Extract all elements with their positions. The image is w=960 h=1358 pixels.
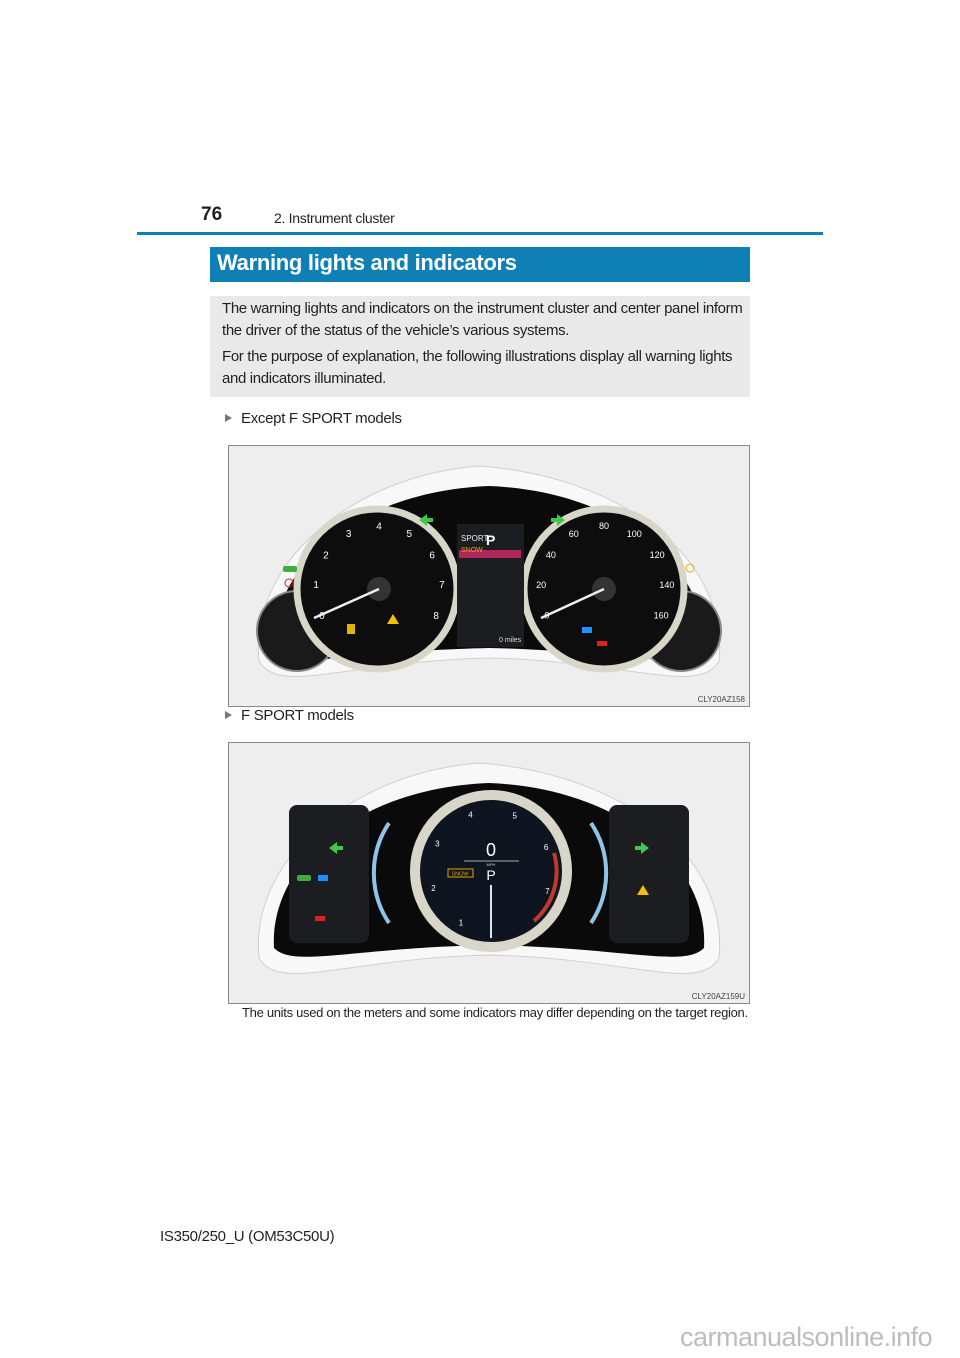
intro-paragraph-1: The warning lights and indicators on the instrument cluster and center panel inform the driver of the status of the vehicle’s various systems. [222, 300, 743, 339]
tachometer-label: 8 [433, 610, 439, 622]
cluster-illustration-f-sport [228, 742, 750, 1004]
tachometer-label: 7 [439, 580, 445, 592]
header-rule [137, 232, 823, 235]
tachometer-label: 4 [468, 810, 473, 820]
figure-code: CLY20AZ159U [691, 992, 745, 1001]
tachometer-label: 5 [512, 811, 517, 821]
speedometer-label: 100 [626, 528, 642, 539]
figure-1-label-text: Except F SPORT models [241, 410, 402, 427]
high-beam-icon [582, 627, 592, 633]
section-title: 2. Instrument cluster [274, 210, 395, 226]
page-title: Warning lights and indicators [217, 250, 517, 275]
speedometer-label: 120 [649, 550, 665, 561]
units-note: The units used on the meters and some indicators may differ depending on the target region. [242, 1005, 748, 1020]
cluster-standard-svg [229, 446, 749, 706]
display-gear: P [486, 532, 496, 548]
display-gear: P [486, 867, 496, 883]
speedometer-label: 160 [653, 610, 669, 621]
display-speed: 0 [485, 840, 497, 860]
figure-2-label [225, 707, 354, 724]
display-odometer: 0 miles [499, 637, 522, 644]
tachometer-label: 1 [458, 918, 464, 928]
display-mode-snow: SNOW [461, 547, 483, 554]
speedometer-label: 140 [659, 579, 675, 590]
tachometer-label: 1 [313, 580, 319, 592]
tachometer-label: 2 [431, 883, 436, 893]
intro-paragraph-2: For the purpose of explanation, the following illustrations display all warning lights and indicators illuminated. [222, 348, 733, 387]
battery-icon [597, 641, 607, 646]
tachometer-label: 3 [345, 529, 352, 541]
display-speed-unit: MPH [486, 862, 496, 867]
eco-indicator-icon [297, 875, 311, 881]
tachometer-label: 0 [319, 610, 325, 622]
display-mode-snow: SNOW [451, 871, 469, 878]
tachometer-label: 3 [435, 839, 440, 849]
tachometer-label: 4 [376, 521, 382, 533]
triangle-bullet-icon [225, 414, 232, 422]
eco-indicator-icon [283, 566, 297, 572]
battery-icon [315, 916, 325, 921]
cluster-f-sport-svg [229, 743, 749, 1003]
speedometer-label: 0 [544, 610, 550, 621]
speedometer-label: 20 [536, 579, 547, 590]
tachometer-label: 6 [543, 842, 549, 852]
triangle-bullet-icon [225, 711, 232, 719]
display-mode-sport: SPORT [461, 534, 489, 543]
speedometer-label: 60 [568, 528, 579, 539]
tachometer-label: 7 [545, 887, 550, 897]
heading-bar [210, 247, 750, 282]
intro-box [210, 296, 750, 397]
tachometer-label: 6 [429, 550, 435, 562]
speedometer-label: 40 [545, 550, 556, 561]
engine-warning-icon [347, 624, 355, 634]
high-beam-icon [318, 875, 328, 881]
figure-2-label-text: F SPORT models [241, 707, 354, 724]
page-number: 76 [201, 204, 223, 225]
cluster-illustration-standard [228, 445, 750, 707]
speedometer-label: 80 [598, 521, 610, 531]
manual-code-footer: IS350/250_U (OM53C50U) [160, 1228, 335, 1245]
figure-1-label [225, 410, 402, 427]
figure-code: CLY20AZ158 [697, 695, 745, 704]
tachometer-label: 2 [323, 550, 329, 562]
tachometer-label: 5 [406, 529, 413, 541]
watermark: carmanualsonline.info [680, 1322, 933, 1352]
